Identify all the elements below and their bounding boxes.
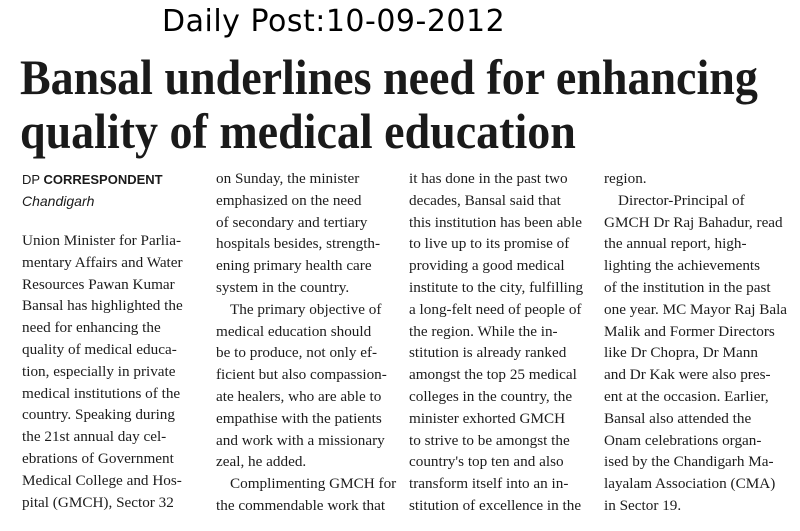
text-line: of secondary and tertiary <box>216 213 368 231</box>
article-column-2 <box>216 168 402 517</box>
text-line: need for enhancing the <box>22 319 161 337</box>
text-line: pital (GMCH), Sector 32 <box>22 493 174 511</box>
text-line: one year. MC Mayor Raj Bala <box>604 300 788 318</box>
text-line: in Sector 19. <box>604 496 682 514</box>
text-line: the region. While the in- <box>409 322 558 340</box>
text-line: GMCH Dr Raj Bahadur, read <box>604 213 783 231</box>
text-line: ficient but also compassion- <box>216 366 387 384</box>
text-line: The primary objective of <box>230 300 382 318</box>
text-line: minister exhorted GMCH <box>409 409 566 427</box>
text-line: Bansal also attended the <box>604 409 752 427</box>
text-line: to strive to be amongst the <box>409 431 570 449</box>
text-line: zeal, he added. <box>216 453 307 471</box>
text-line: amongst the top 25 medical <box>409 366 577 384</box>
text-line: colleges in the country, the <box>409 387 573 405</box>
text-line: and Dr Kak were also pres- <box>604 366 771 384</box>
text-line: and work with a missionary <box>216 431 385 449</box>
text-line: stitution of excellence in the <box>409 496 582 514</box>
text-line: emphasized on the need <box>216 191 362 209</box>
text-line: region. <box>604 170 647 187</box>
text-line: ate healers, who are able to <box>216 387 382 405</box>
text-line: Medical College and Hos- <box>22 471 182 489</box>
text-line: it has done in the past two <box>409 170 568 187</box>
text-line: ening primary health care <box>216 257 372 275</box>
text-line: a long-felt need of people of <box>409 300 582 318</box>
text-line: Bansal has highlighted the <box>22 297 183 315</box>
text-line: system in the country. <box>216 278 350 296</box>
dateline: Chandigarh <box>22 193 95 209</box>
text-line: of the institution in the past <box>604 278 771 296</box>
text-line: on Sunday, the minister <box>216 170 360 187</box>
text-line: the 21st annual day cel- <box>22 428 167 446</box>
text-line: Director-Principal of <box>618 191 745 209</box>
text-line: country's top ten and also <box>409 453 564 471</box>
text-line: ised by the Chandigarh Ma- <box>604 453 774 471</box>
text-line: Resources Pawan Kumar <box>22 275 175 293</box>
article-column-3 <box>409 168 597 517</box>
text-line: stitution is already ranked <box>409 344 567 362</box>
text-line: mentary Affairs and Water <box>22 253 183 271</box>
text-line: institute to the city, fulfilling <box>409 278 584 296</box>
byline-prefix: DP <box>22 172 44 187</box>
text-line: Malik and Former Directors <box>604 322 775 340</box>
text-line: transform itself into an in- <box>409 475 569 493</box>
headline-line-1: Bansal underlines need for enhancing <box>20 49 758 105</box>
byline <box>22 172 163 187</box>
text-line: quality of medical educa- <box>22 340 177 358</box>
text-line: to live up to its promise of <box>409 235 570 253</box>
text-line: empathise with the patients <box>216 409 382 427</box>
text-line: hospitals besides, strength- <box>216 235 381 253</box>
text-line: country. Speaking during <box>22 406 175 424</box>
text-line: ent at the occasion. Earlier, <box>604 387 769 405</box>
text-line: decades, Bansal said that <box>409 191 561 209</box>
headline-line-2: quality of medical education <box>20 103 576 159</box>
text-line: layalam Association (CMA) <box>604 475 776 493</box>
text-line: be to produce, not only ef- <box>216 344 378 362</box>
text-line: Union Minister for Parlia- <box>22 232 182 249</box>
text-line: lighting the achievements <box>604 257 761 275</box>
headline <box>20 50 790 158</box>
text-line: medical education should <box>216 322 372 340</box>
source-label: Daily Post:10-09-2012 <box>162 4 506 39</box>
text-line: ebrations of Government <box>22 449 174 467</box>
text-line: like Dr Chopra, Dr Mann <box>604 344 758 362</box>
byline-name: CORRESPONDENT <box>43 172 163 187</box>
text-line: Complimenting GMCH for <box>230 475 397 493</box>
text-line: this institution has been able <box>409 213 582 231</box>
text-line: tion, especially in private <box>22 362 176 380</box>
text-line: medical institutions of the <box>22 384 181 402</box>
text-line: the commendable work that <box>216 496 386 514</box>
text-line: the annual report, high- <box>604 235 747 253</box>
text-line: providing a good medical <box>409 257 565 275</box>
article-column-4 <box>604 168 792 517</box>
text-line: Onam celebrations organ- <box>604 431 762 449</box>
article-column-1 <box>22 230 208 513</box>
